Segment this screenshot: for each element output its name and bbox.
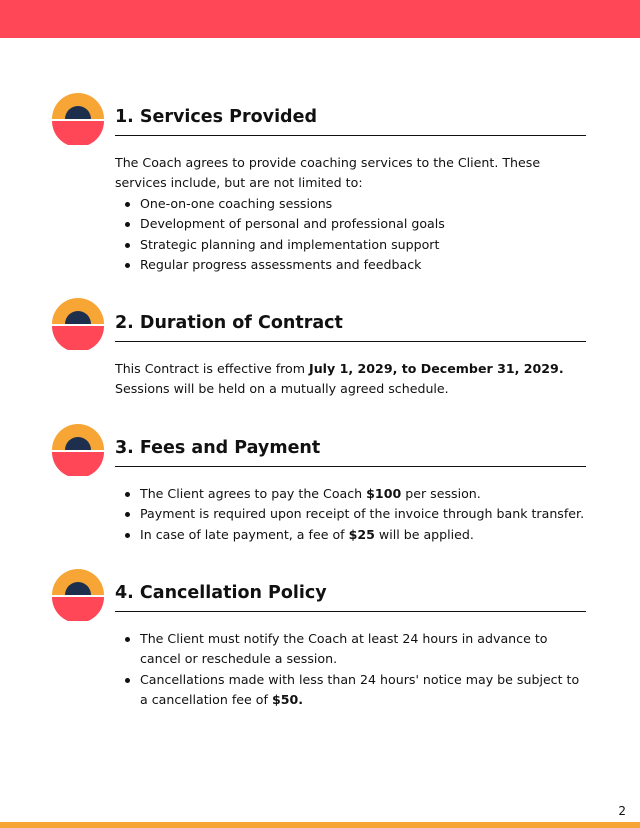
section-intro: The Coach agrees to provide coaching services to the Client. These services include, but are not limited to: bbox=[115, 155, 541, 191]
section-heading: 4. Cancellation Policy bbox=[115, 583, 586, 612]
duration-text: This Contract is effective from July 1, 2029, to December 31, 2029. Sessions will be held on a mutually agreed schedule. bbox=[115, 361, 564, 397]
fees-list bbox=[115, 484, 586, 545]
top-color-bar bbox=[0, 0, 640, 38]
section-body bbox=[115, 484, 586, 545]
list-item: In case of late payment, a fee of $25 will be applied. bbox=[140, 525, 586, 545]
sunset-emblem-icon bbox=[52, 569, 104, 621]
page-number: 2 bbox=[618, 804, 626, 818]
services-list bbox=[115, 194, 586, 276]
section-heading: 2. Duration of Contract bbox=[115, 313, 586, 342]
list-item: The Client agrees to pay the Coach $100 per session. bbox=[140, 484, 586, 504]
cancellation-list bbox=[115, 629, 586, 711]
list-item: Development of personal and professional goals bbox=[140, 214, 586, 234]
list-item: The Client must notify the Coach at least 24 hours in advance to cancel or reschedule a session. bbox=[140, 629, 586, 670]
list-item: Regular progress assessments and feedback bbox=[140, 255, 586, 275]
section-heading: 1. Services Provided bbox=[115, 107, 586, 136]
section-body bbox=[115, 629, 586, 711]
list-item: Payment is required upon receipt of the invoice through bank transfer. bbox=[140, 504, 586, 524]
list-item: Strategic planning and implementation support bbox=[140, 235, 586, 255]
section-body bbox=[115, 359, 586, 400]
contract-dates: July 1, 2029, to December 31, 2029. bbox=[309, 361, 564, 376]
list-item: Cancellations made with less than 24 hours' notice may be subject to a cancellation fee of $50. bbox=[140, 670, 586, 711]
section-body bbox=[115, 153, 586, 275]
sunset-emblem-icon bbox=[52, 93, 104, 145]
sunset-emblem-icon bbox=[52, 424, 104, 476]
section-heading: 3. Fees and Payment bbox=[115, 438, 586, 467]
bottom-color-bar bbox=[0, 822, 640, 828]
list-item: One-on-one coaching sessions bbox=[140, 194, 586, 214]
sunset-emblem-icon bbox=[52, 298, 104, 350]
